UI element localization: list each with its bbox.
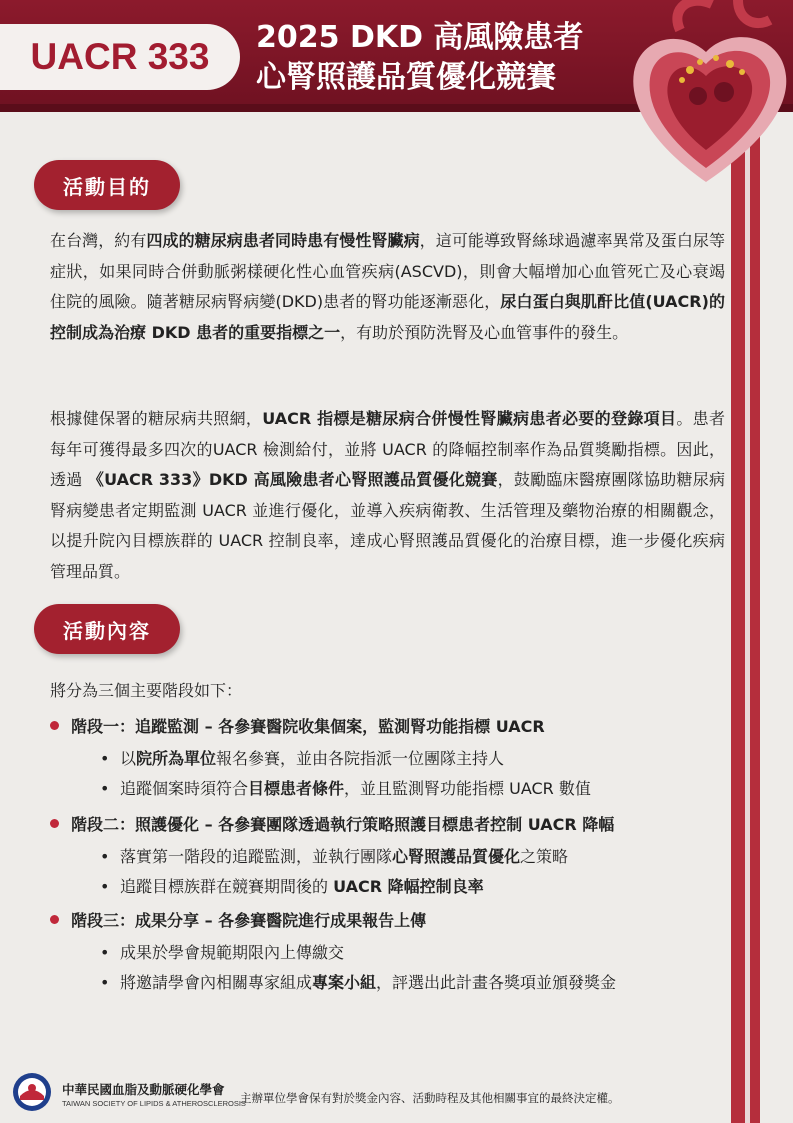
stage-3-bullet: • 將邀請學會內相關專家組成專案小組，評選出此計畫各獎項並頒發獎金	[100, 973, 617, 992]
decorative-stripe	[731, 100, 745, 1123]
purpose-paragraph-2: 根據健保署的糖尿病共照網，UACR 指標是糖尿病合併慢性腎臟病患者必要的登錄項目。患者每年可獲得最多四次的UACR 檢測給付，並將 UACR 的降幅控制率作為品質獎勵指標。因此，透過 《UACR 333》DKD 高風險患者心腎照護品質優化競賽，鼓勵臨床醫療團隊協助糖尿病腎病變患者定期監測 UACR 並進行優化，並導入疾病衛教、生活管理及藥物治療的相關觀念，以提升院內目標族群的 UACR 控制良率，達成心腎照護品質優化的治療目標，進一步優化疾病管理品質。	[50, 409, 725, 581]
title-line-2: 心腎照護品質優化競賽	[256, 60, 556, 95]
organization-name-en: TAIWAN SOCIETY OF LIPIDS & ATHEROSCLEROSIS	[62, 1099, 246, 1108]
bullet-dot-icon	[50, 915, 59, 924]
society-logo-icon	[12, 1072, 52, 1112]
section-label-purpose: 活動目的	[34, 160, 180, 210]
page-title	[256, 18, 583, 98]
organization-name-cn: 中華民國血脂及動脈硬化學會	[62, 1082, 225, 1097]
title-line-1: 2025 DKD 高風險患者	[256, 20, 584, 55]
section-label-content: 活動內容	[34, 604, 180, 654]
stage-3-bullet: • 成果於學會規範期限內上傳繳交	[100, 943, 345, 962]
decorative-stripe	[750, 100, 760, 1123]
stage-3-title: 階段三：成果分享 – 各參賽醫院進行成果報告上傳	[50, 906, 426, 936]
bullet-dot-icon	[50, 721, 59, 730]
stage-2-bullet: • 落實第一階段的追蹤監測，並執行團隊心腎照護品質優化之策略	[100, 847, 569, 866]
bullet-dot-icon	[50, 819, 59, 828]
disclaimer-text: 主辦單位學會保有對於獎金內容、活動時程及其他相關事宜的最終決定權。	[240, 1091, 620, 1105]
stage-1-bullet: • 追蹤個案時須符合目標患者條件，並且監測腎功能指標 UACR 數值	[100, 779, 591, 798]
stage-2-bullet: • 追蹤目標族群在競賽期間後的 UACR 降幅控制良率	[100, 877, 484, 896]
uacr-badge: UACR 333	[0, 24, 240, 90]
heart-illustration-icon	[620, 0, 793, 185]
stage-1-title: 階段一：追蹤監測 – 各參賽醫院收集個案，監測腎功能指標 UACR	[50, 712, 545, 742]
stage-1-bullet: • 以院所為單位報名參賽，並由各院指派一位團隊主持人	[100, 749, 505, 768]
stage-2-title: 階段二：照護優化 – 各參賽團隊透過執行策略照護目標患者控制 UACR 降幅	[50, 810, 614, 840]
stages-intro: 將分為三個主要階段如下：	[50, 681, 243, 700]
purpose-paragraph-1: 在台灣，約有四成的糖尿病患者同時患有慢性腎臟病，這可能導致腎絲球過濾率異常及蛋白尿等症狀，如果同時合併動脈粥樣硬化性心血管疾病(ASCVD)，則會大幅增加心血管死亡及心衰竭住院的風險。隨著糖尿病腎病變(DKD)患者的腎功能逐漸惡化，尿白蛋白與肌酐比值(UACR)的控制成為治療 DKD 患者的重要指標之一，有助於預防洗腎及心血管事件的發生。	[50, 231, 726, 342]
